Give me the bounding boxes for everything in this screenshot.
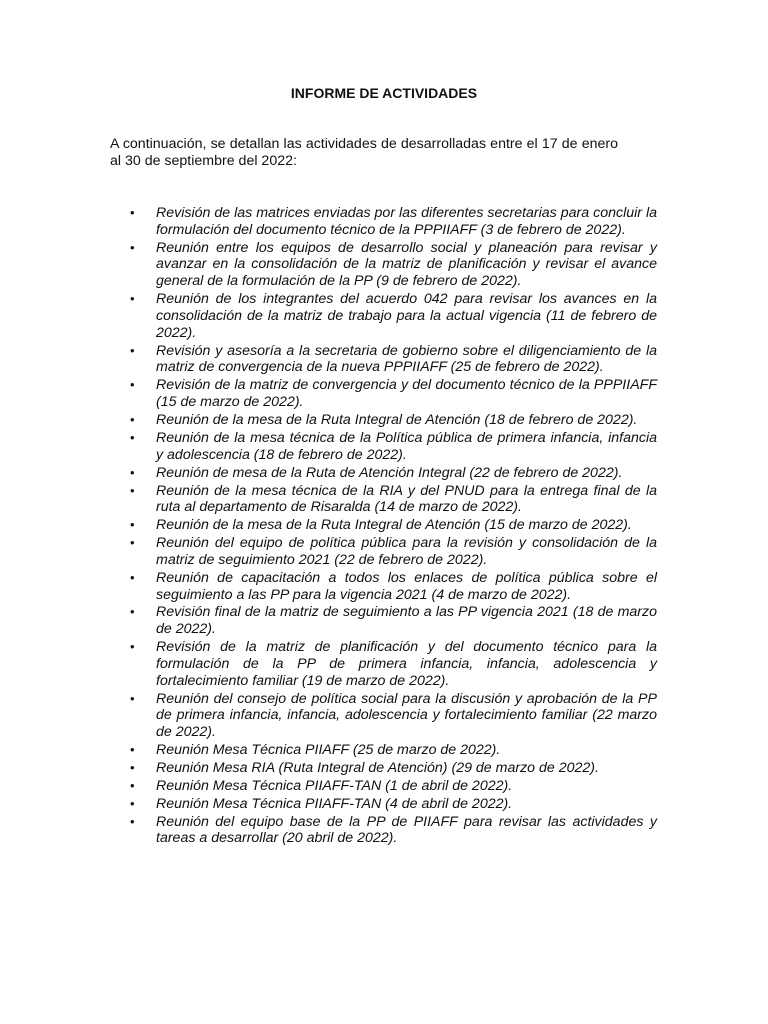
- bullet-icon: •: [130, 604, 135, 620]
- list-item: [130, 604, 657, 638]
- bullet-icon: •: [130, 429, 135, 445]
- activity-list: [130, 205, 657, 848]
- list-item: [130, 760, 657, 777]
- list-item-text: Reunión de capacitación a todos los enlaces de política pública sobre el seguimiento a las PP para la vigencia 2021 (4 de marzo de 2022).: [156, 569, 657, 603]
- list-item-text: Revisión de la matriz de planificación y del documento técnico para la formulación de la PP de primera infancia, infancia, adolescencia y fortalecimiento familiar (19 de marzo de 2022).: [156, 639, 657, 689]
- list-item-text: Reunión Mesa Técnica PIIAFF-TAN (1 de abril de 2022).: [156, 777, 513, 794]
- list-item: [130, 796, 657, 813]
- list-item: [130, 343, 657, 377]
- bullet-icon: •: [130, 742, 135, 758]
- bullet-icon: •: [130, 291, 135, 307]
- bullet-icon: •: [130, 377, 135, 393]
- list-item-text: Reunión Mesa RIA (Ruta Integral de Atención) (29 de marzo de 2022).: [156, 760, 599, 776]
- list-item: [130, 778, 657, 795]
- list-item-text: Revisión de las matrices enviadas por las diferentes secretarias para concluir la formulación del documento técnico de la PPPIIAFF (3 de febrero de 2022).: [156, 205, 657, 238]
- bullet-icon: •: [130, 205, 135, 220]
- bullet-icon: •: [130, 795, 135, 811]
- list-item-text: Reunión de la mesa técnica de la RIA y del PNUD para la entrega final de la ruta al departamento de Risaralda (14 de marzo de 2022).: [156, 482, 657, 516]
- list-item: [130, 639, 657, 689]
- bullet-icon: •: [130, 777, 135, 793]
- list-item: [130, 742, 657, 759]
- list-item-text: Reunión Mesa Técnica PIIAFF-TAN (4 de abril de 2022).: [156, 795, 513, 812]
- list-item-text: Revisión de la matriz de convergencia y del documento técnico de la PPPIIAFF (15 de marzo de 2022).: [156, 377, 657, 411]
- list-item-text: Reunión Mesa Técnica PIIAFF (25 de marzo de 2022).: [156, 742, 501, 759]
- list-item-text: Reunión de la mesa de la Ruta Integral de Atención (15 de marzo de 2022).: [156, 517, 632, 534]
- list-item-text: Reunión de mesa de la Ruta de Atención Integral (22 de febrero de 2022).: [156, 464, 623, 481]
- list-item: [130, 240, 657, 290]
- list-item: [130, 691, 657, 741]
- bullet-icon: •: [130, 464, 135, 480]
- bullet-icon: •: [130, 813, 135, 829]
- bullet-icon: •: [130, 760, 135, 775]
- list-item-text: Reunión del consejo de política social para la discusión y aprobación de la PP de primera infancia, infancia, adolescencia y fortalecimiento familiar (22 marzo de 2022).: [156, 690, 657, 741]
- list-item: [130, 814, 657, 848]
- list-item-text: Reunión del equipo de política pública para la revisión y consolidación de la matriz de seguimiento 2021 (22 de febrero de 2022).: [156, 535, 657, 568]
- list-item-text: Reunión del equipo base de la PP de PIIAFF para revisar las actividades y tareas a desarrollar (20 abril de 2022).: [156, 813, 657, 847]
- intro-paragraph: A continuación, se detallan las actividades de desarrolladas entre el 17 de enero al 30 de septiembre del 2022:: [110, 136, 618, 169]
- list-item-text: Reunión de la mesa técnica de la Política pública de primera infancia, infancia y adolescencia (18 de febrero de 2022).: [156, 429, 657, 463]
- list-item-text: Reunión de los integrantes del acuerdo 042 para revisar los avances en la consolidación de la matriz de trabajo para la actual vigencia (11 de febrero de 2022).: [156, 291, 657, 341]
- list-item: [130, 291, 657, 341]
- bullet-icon: •: [130, 517, 135, 533]
- bullet-icon: •: [130, 412, 135, 428]
- list-item: [130, 377, 657, 411]
- list-item: [130, 412, 657, 429]
- bullet-icon: •: [130, 535, 135, 551]
- list-item: [130, 465, 657, 482]
- bullet-icon: •: [130, 690, 135, 706]
- list-item: [130, 517, 657, 534]
- list-item: [130, 483, 657, 517]
- document-title: INFORME DE ACTIVIDADES: [290, 85, 478, 101]
- list-item-text: Revisión y asesoría a la secretaria de gobierno sobre el diligenciamiento de la matriz de convergencia de la nueva PPPIIAFF (25 de febrero de 2022).: [156, 342, 657, 376]
- bullet-icon: •: [130, 482, 135, 498]
- list-item: [130, 430, 657, 464]
- list-item: [130, 570, 657, 604]
- list-item-text: Reunión entre los equipos de desarrollo social y planeación para revisar y avanzar en la consolidación de la matriz de planificación y revisar el avance general de la formulación de la PP (9 de febrero de 2022).: [156, 239, 657, 290]
- list-item-text: Reunión de la mesa de la Ruta Integral de Atención (18 de febrero de 2022).: [156, 412, 638, 429]
- bullet-icon: •: [130, 239, 135, 255]
- bullet-icon: •: [130, 342, 135, 358]
- list-item: [130, 205, 657, 239]
- list-item: [130, 535, 657, 569]
- bullet-icon: •: [130, 569, 135, 585]
- bullet-icon: •: [130, 639, 135, 655]
- list-item-text: Revisión final de la matriz de seguimiento a las PP vigencia 2021 (18 de marzo de 2022).: [156, 604, 657, 638]
